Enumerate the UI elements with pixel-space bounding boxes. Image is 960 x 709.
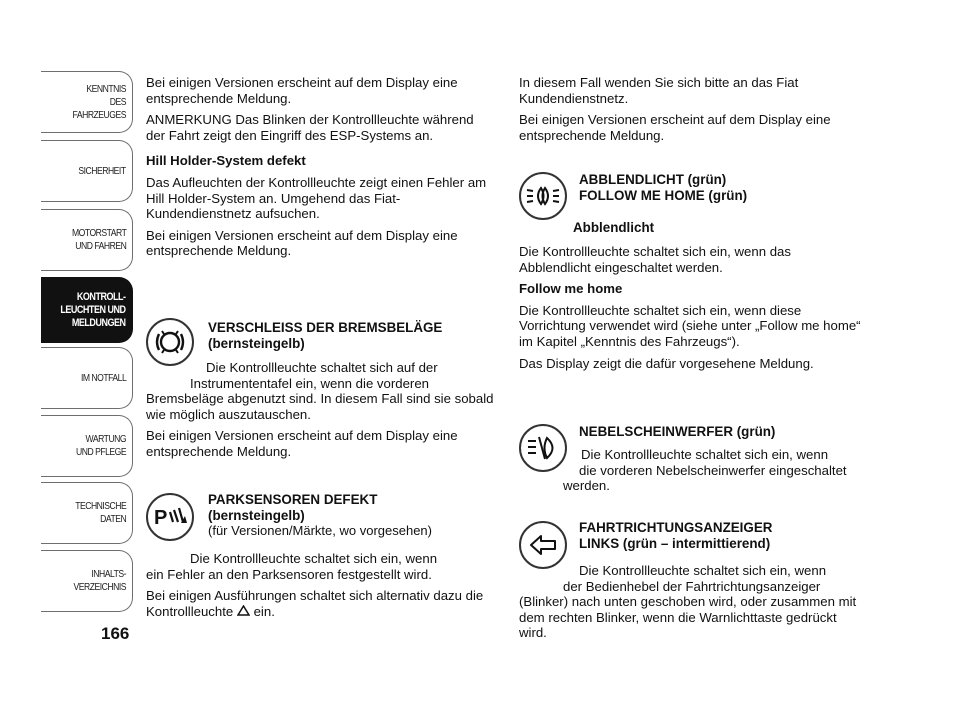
tab-label: MOTORSTART UND FAHREN bbox=[71, 227, 126, 252]
brake-pad-warning-icon bbox=[146, 318, 194, 366]
paragraph-end: ein. bbox=[253, 603, 275, 619]
paragraph: Bremsbeläge abgenutzt sind. In diesem Fall sind sie sobald wie möglich auszutauschen. bbox=[146, 391, 494, 422]
dipped-beam-title-line2: FOLLOW ME HOME (grün) bbox=[579, 187, 748, 203]
paragraph: Die Kontrollleuchte schaltet sich ein, wenn diese Vorrichtung verwendet wird (siehe unter „Follow me home“ im Kapitel „Kenntnis des Fahrzeugs“). bbox=[519, 302, 861, 349]
paragraph: Das Aufleuchten der Kontrollleuchte zeigt einen Fehler am Hill Holder-System an. Umgehend das Fiat-Kundendienstnetz aufsuchen. bbox=[146, 174, 487, 222]
paragraph: Bei einigen Versionen erscheint auf dem Display eine entsprechende Meldung. bbox=[146, 75, 458, 106]
tab-kontrollleuchten[interactable] bbox=[41, 277, 133, 343]
warning-triangle-icon bbox=[237, 605, 250, 616]
paragraph: In diesem Fall wenden Sie sich bitte an das Fiat Kundendienstnetz. bbox=[519, 75, 799, 106]
tab-label: TECHNISCHE DATEN bbox=[74, 500, 126, 525]
dipped-beam-text bbox=[519, 244, 864, 377]
tab-kenntnis[interactable] bbox=[41, 71, 133, 133]
tab-label: SICHERHEIT bbox=[78, 164, 126, 177]
brake-title bbox=[208, 320, 498, 351]
text-line: der Bedienhebel der Fahrtrichtungsanzeiger bbox=[563, 578, 821, 594]
dipped-beam-title-line1: ABBLENDLICHT (grün) bbox=[579, 172, 727, 187]
turn-text bbox=[519, 563, 864, 647]
tab-notfall[interactable] bbox=[41, 347, 133, 409]
brake-title-text: VERSCHLEISS DER BREMSBELÄGE bbox=[208, 320, 443, 335]
section-heading: Hill Holder-System defekt bbox=[146, 153, 306, 169]
tab-motorstart[interactable] bbox=[41, 209, 133, 271]
text-line: Die Kontrollleuchte schaltet sich ein, wenn bbox=[581, 447, 829, 462]
park-title bbox=[208, 492, 498, 539]
right-column bbox=[519, 75, 864, 149]
paragraph: ANMERKUNG Das Blinken der Kontrollleuchte während der Fahrt zeigt den Eingriff des ESP-Systems an. bbox=[146, 112, 474, 143]
text-line: Die Kontrollleuchte schaltet sich auf der bbox=[206, 360, 438, 375]
left-column bbox=[146, 75, 496, 265]
tab-inhaltsverzeichnis[interactable] bbox=[41, 550, 133, 612]
dipped-beam-icon bbox=[519, 172, 567, 220]
paragraph: Bei einigen Versionen erscheint auf dem Display eine entsprechende Meldung. bbox=[146, 227, 458, 259]
paragraph: Das Display zeigt die dafür vorgesehene Meldung. bbox=[519, 355, 814, 371]
tab-label: KONTROLL- LEUCHTEN UND MELDUNGEN bbox=[60, 290, 126, 329]
text-line: ein Fehler an den Parksensoren festgestellt wird. bbox=[146, 566, 432, 582]
tab-label: IM NOTFALL bbox=[80, 371, 126, 384]
fog-title: NEBELSCHEINWERFER (grün) bbox=[579, 424, 776, 439]
text-line: Die Kontrollleuchte schaltet sich ein, wenn bbox=[190, 551, 438, 566]
text-line: werden. bbox=[563, 478, 610, 494]
text-line: die vorderen Nebelscheinwerfer eingeschaltet bbox=[579, 462, 847, 478]
tab-label: INHALTS- VERZEICHNIS bbox=[73, 568, 126, 593]
page-number: 166 bbox=[101, 624, 130, 643]
text-line: Die Kontrollleuchte schaltet sich ein, wenn bbox=[579, 563, 827, 578]
dipped-beam-title bbox=[579, 172, 869, 203]
turn-title-line2: LINKS (grün – intermittierend) bbox=[579, 535, 771, 551]
turn-title bbox=[579, 520, 869, 551]
tab-technische-daten[interactable] bbox=[41, 482, 133, 544]
park-text bbox=[146, 551, 496, 625]
svg-text:P: P bbox=[154, 507, 168, 529]
park-sensor-warning-icon bbox=[146, 493, 194, 541]
park-note: (für Versionen/Märkte, wo vorgesehen) bbox=[208, 523, 432, 538]
tab-label: WARTUNG UND PFLEGE bbox=[75, 433, 126, 458]
paragraph: Bei einigen Versionen erscheint auf dem Display eine entsprechende Meldung. bbox=[146, 428, 458, 459]
brake-color: (bernsteingelb) bbox=[208, 335, 305, 351]
paragraph-text: Bei einigen Ausführungen schaltet sich alternativ dazu die Kontrollleuchte bbox=[146, 588, 484, 619]
paragraph: (Blinker) nach unten geschoben wird, oder zusammen mit dem rechten Blinker, wenn die Warnlichttaste gedrückt wird. bbox=[519, 594, 857, 641]
paragraph: Bei einigen Versionen erscheint auf dem Display eine entsprechende Meldung. bbox=[519, 112, 831, 143]
turn-title-line1: FAHRTRICHTUNGSANZEIGER bbox=[579, 520, 773, 535]
tab-wartung[interactable] bbox=[41, 415, 133, 477]
park-color: (bernsteingelb) bbox=[208, 507, 305, 523]
tab-label: KENNTNIS DES FAHRZEUGES bbox=[72, 82, 126, 121]
tab-sicherheit[interactable] bbox=[41, 140, 133, 202]
text-line: Instrumententafel ein, wenn die vorderen bbox=[190, 375, 429, 391]
section-heading: Follow me home bbox=[519, 281, 623, 297]
park-title-text: PARKSENSOREN DEFEKT bbox=[208, 492, 378, 507]
brake-text bbox=[146, 360, 496, 466]
dipped-beam-subheading: Abblendlicht bbox=[573, 220, 655, 235]
fog-text bbox=[519, 447, 864, 494]
left-turn-indicator-icon bbox=[519, 521, 567, 569]
paragraph: Die Kontrollleuchte schaltet sich ein, wenn das Abblendlicht eingeschaltet werden. bbox=[519, 244, 791, 275]
paragraph bbox=[146, 588, 496, 619]
